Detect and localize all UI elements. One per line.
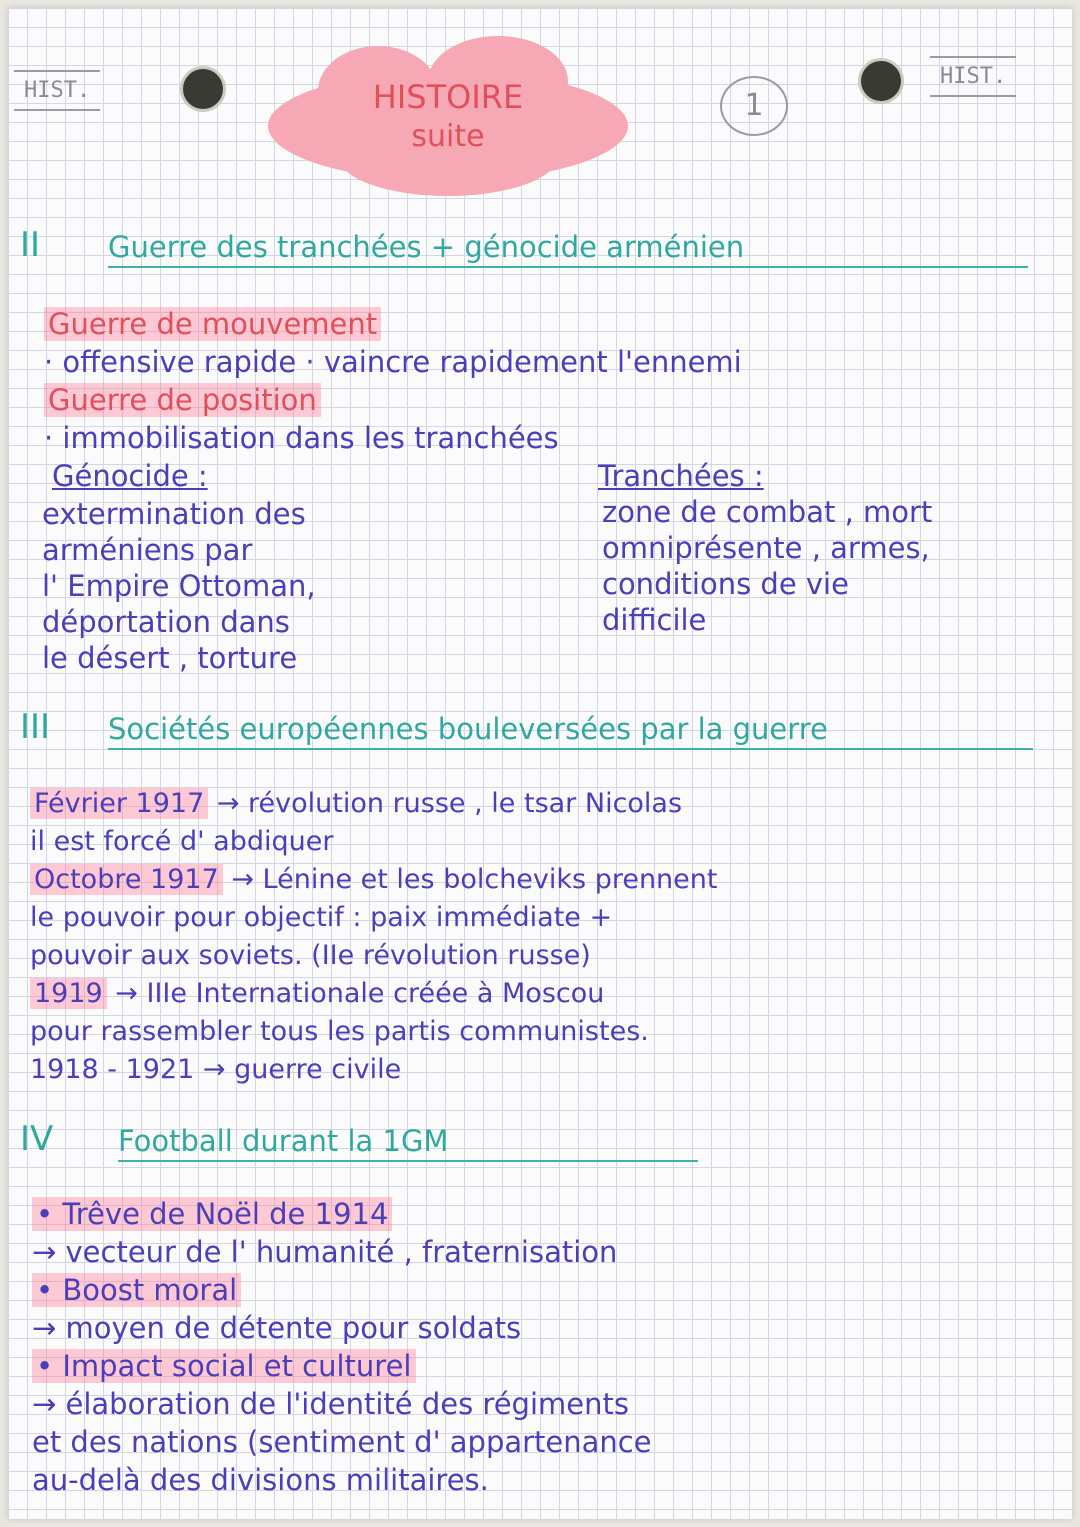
section3-line: Octobre 1917 → Lénine et les bolcheviks prennent — [30, 862, 717, 898]
genocide-line: le désert , torture — [42, 641, 298, 675]
tranchees-line: conditions de vie — [602, 567, 849, 601]
section2-numeral: II — [20, 225, 41, 265]
genocide-line: déportation dans — [42, 605, 290, 639]
section4-line: • Boost moral — [32, 1272, 241, 1308]
section4-line: au-delà des divisions militaires. — [32, 1463, 489, 1497]
section3-underline — [108, 748, 1033, 750]
position-text: · immobilisation dans les tranchées — [44, 421, 559, 455]
section4-title: Football durant la 1GM — [118, 1124, 449, 1158]
section2-title: Guerre des tranchées + génocide arménien — [108, 230, 745, 264]
title-line1: HISTOIRE — [372, 78, 524, 116]
section3-title: Sociétés européennes bouleversées par la guerre — [108, 712, 828, 746]
section3-line: 1919 → IIIe Internationale créée à Moscou — [30, 976, 604, 1012]
section3-numeral: III — [20, 707, 51, 747]
tranchees-line: difficile — [602, 603, 707, 637]
section3-line: Février 1917 → révolution russe , le tsar Nicolas — [30, 786, 682, 822]
section3-line: pouvoir aux soviets. (IIe révolution russe) — [30, 940, 591, 971]
genocide-line: extermination des — [42, 497, 306, 531]
page-number: 1 — [720, 76, 788, 136]
title-line2: suite — [411, 119, 485, 154]
tab-left: HIST. — [14, 70, 100, 111]
binder-hole-right — [858, 58, 904, 104]
mouvement-text: · offensive rapide · vaincre rapidement l'ennemi — [44, 345, 742, 379]
section4-line: → vecteur de l' humanité , fraternisation — [32, 1235, 618, 1269]
section2-underline — [108, 266, 1028, 268]
title-cloud — [258, 36, 638, 201]
section4-numeral: IV — [20, 1119, 54, 1159]
section4-line: • Impact social et culturel — [32, 1348, 416, 1384]
section3-line: il est forcé d' abdiquer — [30, 826, 334, 857]
section4-line: • Trêve de Noël de 1914 — [32, 1196, 392, 1232]
genocide-line: arméniens par — [42, 533, 253, 567]
section4-line: → moyen de détente pour soldats — [32, 1311, 522, 1345]
tranchees-line: zone de combat , mort — [602, 495, 933, 529]
section3-line: le pouvoir pour objectif : paix immédiate + — [30, 902, 613, 933]
binder-hole-left — [180, 66, 226, 112]
tranchees-line: omniprésente , armes, — [602, 531, 930, 565]
tab-right: HIST. — [930, 56, 1016, 97]
genocide-label: Génocide : — [52, 459, 208, 493]
section4-underline — [118, 1160, 698, 1162]
mouvement-label: Guerre de mouvement — [44, 306, 381, 342]
section3-line: 1918 - 1921 → guerre civile — [30, 1054, 402, 1085]
section4-line: → élaboration de l'identité des régiments — [32, 1387, 629, 1421]
position-label: Guerre de position — [44, 382, 321, 418]
genocide-line: l' Empire Ottoman, — [42, 569, 316, 603]
tranchees-label: Tranchées : — [598, 459, 764, 493]
notebook-page — [8, 8, 1072, 1519]
section4-line: et des nations (sentiment d' appartenance — [32, 1425, 652, 1459]
section3-line: pour rassembler tous les partis communistes. — [30, 1016, 649, 1047]
